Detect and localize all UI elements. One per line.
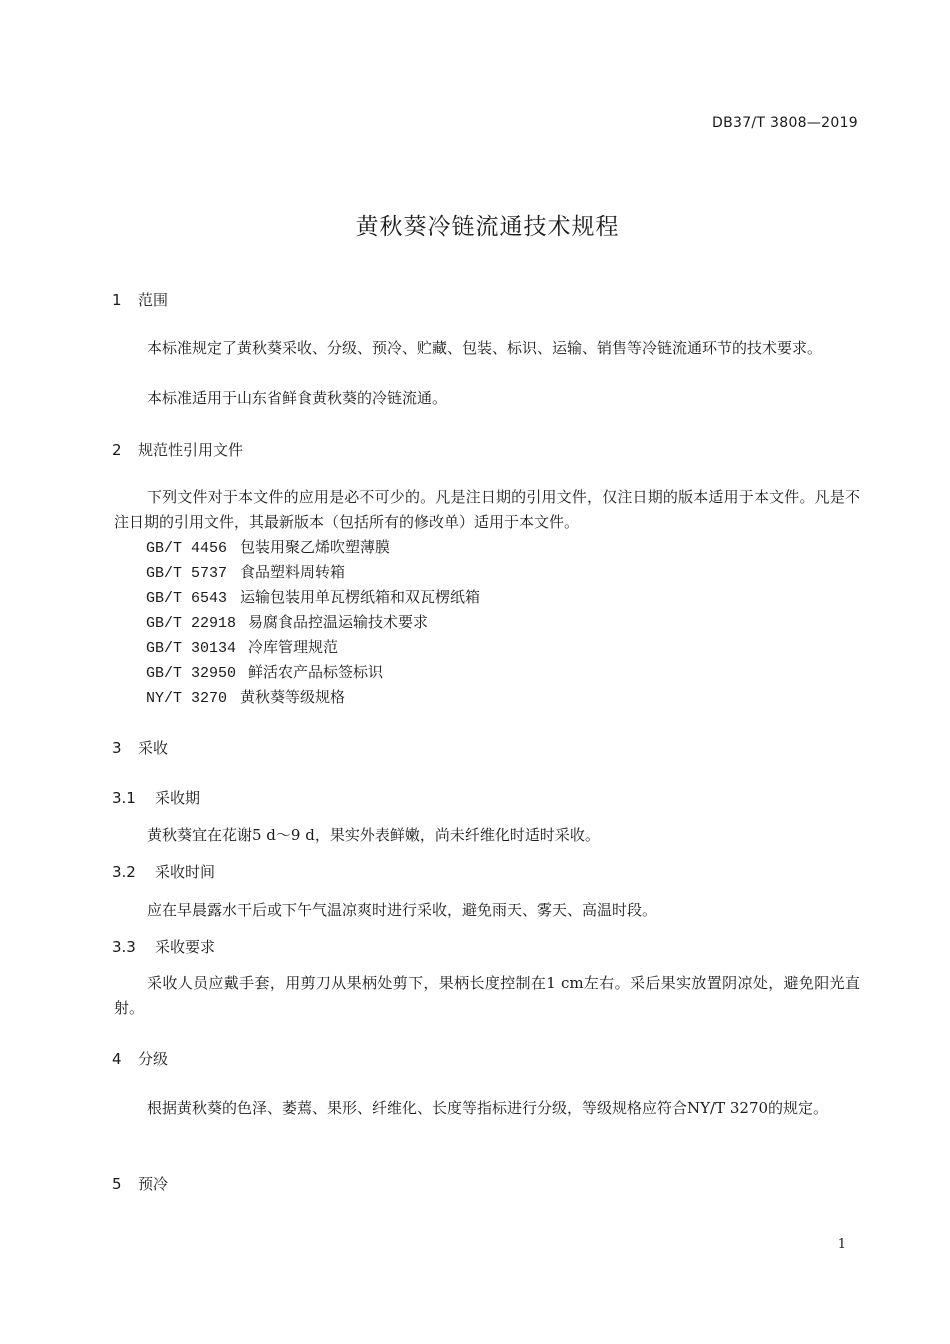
subsection-heading-3-3: [112, 936, 215, 957]
document-title: 黄秋葵冷链流通技术规程: [355, 214, 620, 240]
section-number: 1: [112, 291, 122, 309]
reference-code: GB/T 5737: [146, 565, 228, 582]
paragraph-harvest-requirements: 采收人员应戴手套，用剪刀从果柄处剪下，果柄长度控制在1 cm左右。采后果实放置阴凉处，避免阳光直射。: [114, 974, 860, 1017]
section-title: 规范性引用文件: [138, 441, 244, 459]
reference-code: GB/T 4456: [146, 540, 228, 557]
section-number: 2: [112, 441, 122, 459]
subsection-title: 采收要求: [155, 938, 216, 956]
section-title: 分级: [138, 1050, 169, 1068]
paragraph-scope-1: 本标准规定了黄秋葵采收、分级、预冷、贮藏、包装、标识、运输、销售等冷链流通环节的技术要求。: [147, 339, 823, 357]
subsection-title: 采收时间: [155, 863, 216, 881]
reference-title: 易腐食品控温运输技术要求: [248, 613, 429, 631]
subsection-title: 采收期: [155, 789, 201, 807]
reference-item: [146, 586, 480, 607]
reference-item: [146, 686, 345, 707]
standard-code: DB37/T 3808—2019: [712, 115, 858, 131]
reference-item: [146, 611, 428, 632]
section-heading-1: [112, 289, 168, 310]
paragraph-scope-2: 本标准适用于山东省鲜食黄秋葵的冷链流通。: [147, 389, 448, 407]
reference-title: 鲜活农产品标签标识: [248, 663, 384, 681]
section-number: 5: [112, 1175, 122, 1193]
section-heading-4: [112, 1048, 168, 1069]
reference-title: 黄秋葵等级规格: [240, 688, 346, 706]
reference-item: [146, 561, 345, 582]
reference-item: [146, 661, 383, 682]
section-heading-5: [112, 1173, 168, 1194]
reference-title: 冷库管理规范: [248, 638, 339, 656]
section-number: 3: [112, 739, 122, 757]
reference-code: GB/T 6543: [146, 590, 228, 607]
section-number: 4: [112, 1050, 122, 1068]
section-heading-2: [112, 439, 243, 460]
section-heading-3: [112, 737, 168, 758]
page-number: 1: [837, 1237, 846, 1252]
subsection-number: 3.3: [112, 938, 136, 956]
reference-code: GB/T 30134: [146, 640, 237, 657]
reference-code: GB/T 22918: [146, 615, 237, 632]
subsection-heading-3-2: [112, 861, 215, 882]
reference-item: [146, 536, 390, 557]
reference-item: [146, 636, 338, 657]
paragraph-harvest-period: 黄秋葵宜在花谢5 d～9 d，果实外表鲜嫩，尚未纤维化时适时采收。: [147, 826, 600, 844]
reference-code: GB/T 32950: [146, 665, 237, 682]
reference-title: 包装用聚乙烯吹塑薄膜: [240, 538, 391, 556]
paragraph-references-intro: 下列文件对于本文件的应用是必不可少的。凡是注日期的引用文件，仅注日期的版本适用于本文件。凡是不注日期的引用文件，其最新版本（包括所有的修改单）适用于本文件。: [114, 488, 860, 531]
section-title: 预冷: [138, 1175, 169, 1193]
reference-code: NY/T 3270: [146, 690, 228, 707]
section-title: 采收: [138, 739, 169, 757]
subsection-number: 3.1: [112, 789, 136, 807]
section-title: 范围: [138, 291, 169, 309]
subsection-heading-3-1: [112, 787, 200, 808]
paragraph-grading: 根据黄秋葵的色泽、萎蔫、果形、纤维化、长度等指标进行分级，等级规格应符合NY/T 3270的规定。: [147, 1099, 829, 1117]
paragraph-harvest-time: 应在早晨露水干后或下午气温凉爽时进行采收，避免雨天、雾天、高温时段。: [147, 901, 658, 919]
subsection-number: 3.2: [112, 863, 136, 881]
reference-title: 食品塑料周转箱: [240, 563, 346, 581]
reference-title: 运输包装用单瓦楞纸箱和双瓦楞纸箱: [240, 588, 481, 606]
